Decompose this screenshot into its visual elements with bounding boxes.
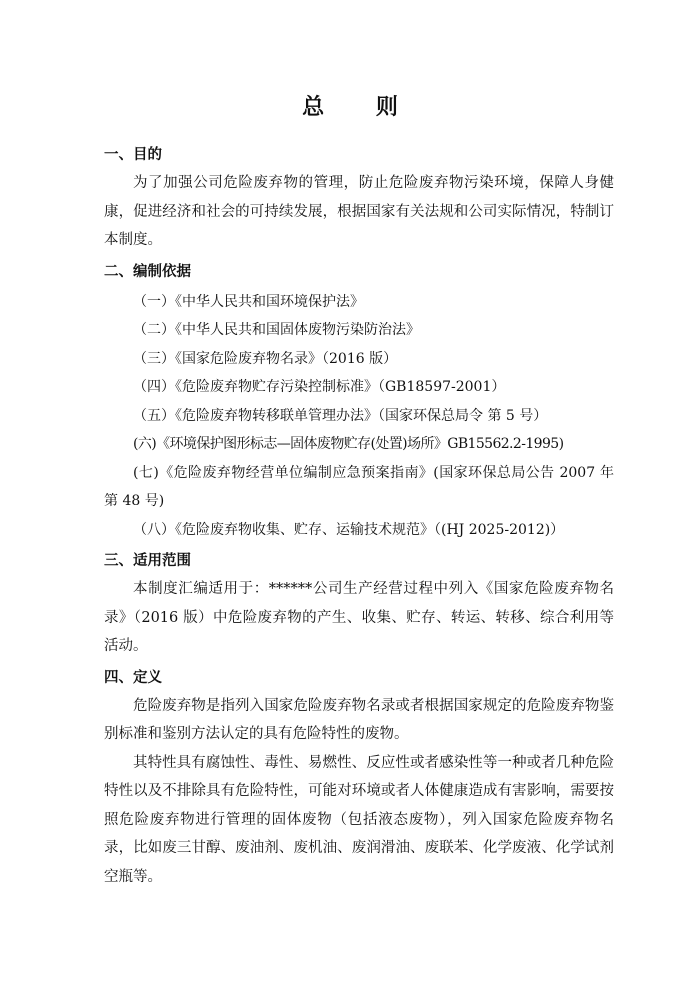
section-heading: 三、适用范围 — [104, 552, 191, 569]
reference-item: (七)《危险废弃物经营单位编制应急预案指南》(国家环保总局公告 2007 年 第 48 号) — [104, 464, 614, 509]
document-body — [104, 141, 614, 891]
section-scope — [104, 547, 614, 661]
reference-item: （四）《危险废弃物贮存污染控制标准》（GB18597-2001） — [133, 379, 506, 395]
paragraph: 本制度汇编适用于：******公司生产经营过程中列入《国家危险废弃物名录》（2016 版）中危险废弃物的产生、收集、贮存、转运、转移、综合利用等活动。 — [104, 581, 614, 654]
section-heading: 四、定义 — [104, 668, 162, 686]
reference-item: （二）《中华人民共和国固体废物污染防治法》 — [133, 322, 420, 338]
section-basis — [104, 258, 614, 545]
paragraph: 为了加强公司危险废弃物的管理，防止危险废弃物污染环境，保障人身健康，促进经济和社会的可持续发展，根据国家有关法规和公司实际情况，特制订本制度。 — [104, 175, 614, 248]
section-purpose — [104, 141, 614, 255]
section-definition — [104, 664, 614, 892]
section-heading: 一、目的 — [104, 146, 162, 163]
paragraph: 其特性具有腐蚀性、毒性、易燃性、反应性或者感染性等一种或者几种危险特性以及不排除具有危险特性，可能对环境或者人体健康造成有害影响，需要按照危险废弃物进行管理的固体废物（包括液态废物），列入国家危险废弃物名录，比如废三甘醇、废油剂、废机油、废润滑油、废联苯、化学废液、化学试剂空瓶等。 — [104, 754, 614, 885]
reference-item: （八）《危险废弃物收集、贮存、运输技术规范》（(HJ 2025-2012)） — [133, 521, 565, 538]
reference-item: （一）《中华人民共和国环境保护法》 — [133, 293, 364, 310]
section-heading: 二、编制依据 — [104, 262, 191, 280]
page-title: 总 则 — [302, 94, 420, 120]
reference-item: （五）《危险废弃物转移联单管理办法》（国家环保总局令 第 5 号） — [133, 407, 548, 424]
reference-item: (六)《环境保护图形标志—固体废物贮存(处置)场所》GB15562.2-1995) — [133, 436, 564, 452]
paragraph: 危险废弃物是指列入国家危险废弃物名录或者根据国家规定的危险废弃物鉴别标准和鉴别方法认定的具有危险特性的废物。 — [104, 697, 614, 742]
reference-item: （三）《国家危险废弃物名录》（2016 版） — [133, 350, 398, 367]
